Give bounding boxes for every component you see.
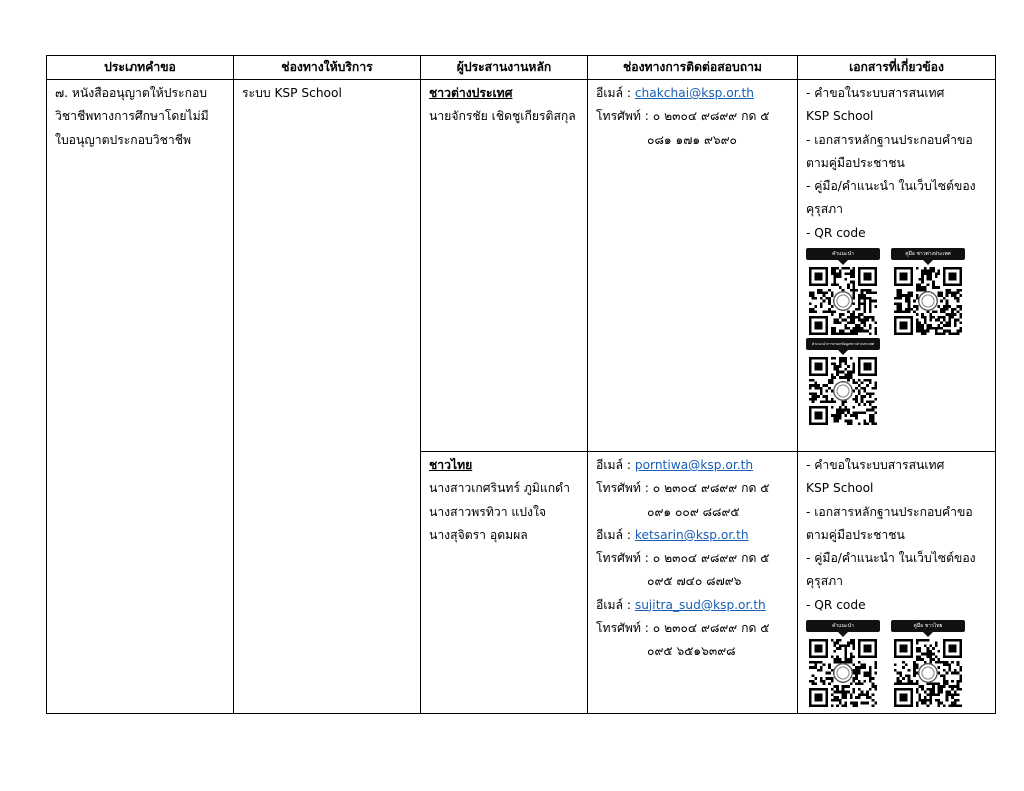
phone-number: ๐ ๒๓๐๔ ๙๘๙๙ กด ๕ <box>652 109 770 124</box>
request-type-line: ใบอนุญาตประกอบวิชาชีพ <box>55 132 192 147</box>
coordinator-name: นายจักรชัย เชิดชูเกียรติสกุล <box>429 109 576 124</box>
contact-cell-thai <box>588 452 798 714</box>
phone-label: โทรศัพท์ : <box>596 551 649 566</box>
qr-code-icon <box>809 639 877 707</box>
qr-row <box>806 248 989 335</box>
qr-code-icon <box>809 267 877 335</box>
phone-number: ๐ ๒๓๐๔ ๙๘๙๙ กด ๕ <box>652 621 770 636</box>
qr-row <box>806 620 989 707</box>
header-documents: เอกสารที่เกี่ยวข้อง <box>798 56 996 80</box>
email-link[interactable]: chakchai@ksp.or.th <box>634 86 755 100</box>
coordinator-cell-thai <box>421 452 588 714</box>
qr-label-pointer <box>838 632 848 637</box>
phone-line <box>596 105 791 128</box>
document-line: ตามคู่มือประชาชน <box>806 527 905 542</box>
documents-cell-thai <box>798 452 996 714</box>
qr-item[interactable] <box>806 620 880 707</box>
qr-code-icon <box>894 267 962 335</box>
channel-text: ระบบ KSP School <box>242 86 342 100</box>
email-link[interactable]: ketsarin@ksp.or.th <box>634 527 749 542</box>
qr-label: คู่มือ ชาวต่างประเทศ <box>891 248 965 260</box>
qr-item[interactable] <box>891 620 965 707</box>
phone-line <box>596 477 791 500</box>
document-line: - คู่มือ/คำแนะนำ ในเว็บไซต์ของ <box>806 551 976 566</box>
coordinator-name: นางสุจิตรา อุดมผล <box>429 527 528 542</box>
service-table <box>46 55 996 714</box>
phone-line <box>596 617 791 640</box>
document-line: - เอกสารหลักฐานประกอบคำขอ <box>806 132 973 147</box>
qr-label-pointer <box>838 260 848 265</box>
documents-cell-foreign <box>798 80 996 452</box>
qr-code-icon <box>894 639 962 707</box>
coordinator-name: นางสาวเกศรินทร์ ภูมิแกดำ <box>429 481 570 496</box>
email-line <box>596 594 791 617</box>
qr-label: คำแนะนำการกรอกข้อมูลชาวต่างประเทศ <box>806 338 880 350</box>
email-link[interactable]: porntiwa@ksp.or.th <box>634 458 754 472</box>
qr-item[interactable] <box>806 248 880 335</box>
phone-label: โทรศัพท์ : <box>596 109 649 124</box>
group-heading-foreign: ชาวต่างประเทศ <box>429 86 513 100</box>
qr-row <box>806 338 989 425</box>
table-row <box>47 80 996 452</box>
email-label: อีเมล์ : <box>596 458 631 472</box>
phone-number-2: ๐๘๑ ๑๗๑ ๙๖๙๐ <box>647 132 737 147</box>
qr-label: คำแนะนำ <box>806 620 880 632</box>
phone-label: โทรศัพท์ : <box>596 621 649 636</box>
qr-item[interactable] <box>891 248 965 335</box>
document-line: - QR code <box>806 225 866 240</box>
email-link[interactable]: sujitra_sud@ksp.or.th <box>634 597 766 612</box>
document-line: ตามคู่มือประชาชน <box>806 155 905 170</box>
document-line: - คำขอในระบบสารสนเทศ <box>806 86 945 100</box>
header-channel: ช่องทางให้บริการ <box>234 56 421 80</box>
email-line <box>596 82 791 105</box>
table-header-row <box>47 56 996 80</box>
phone-label: โทรศัพท์ : <box>596 481 649 496</box>
request-type-cell <box>47 80 234 714</box>
channel-cell <box>234 80 421 714</box>
phone-number: ๐ ๒๓๐๔ ๙๘๙๙ กด ๕ <box>652 481 770 496</box>
phone-number: ๐ ๒๓๐๔ ๙๘๙๙ กด ๕ <box>652 551 770 566</box>
qr-label: คู่มือ ชาวไทย <box>891 620 965 632</box>
document-line: - QR code <box>806 597 866 612</box>
document-line: - เอกสารหลักฐานประกอบคำขอ <box>806 504 973 519</box>
coordinator-cell-foreign <box>421 80 588 452</box>
header-coordinator: ผู้ประสานงานหลัก <box>421 56 588 80</box>
email-label: อีเมล์ : <box>596 527 631 542</box>
qr-label-pointer <box>923 632 933 637</box>
document-line: KSP School <box>806 109 874 124</box>
request-type-line: วิชาชีพทางการศึกษาโดยไม่มี <box>55 109 209 124</box>
document-line: - คำขอในระบบสารสนเทศ <box>806 458 945 472</box>
header-request-type: ประเภทคำขอ <box>47 56 234 80</box>
group-heading-thai: ชาวไทย <box>429 458 473 472</box>
qr-label-pointer <box>923 260 933 265</box>
document-line: คุรุสภา <box>806 202 844 217</box>
header-contact: ช่องทางการติดต่อสอบถาม <box>588 56 798 80</box>
phone-number-2: ๐๙๕ ๗๔๐ ๘๗๙๖ <box>647 574 742 589</box>
contact-cell-foreign <box>588 80 798 452</box>
request-type-line: ๗. หนังสืออนุญาตให้ประกอบ <box>55 86 208 100</box>
qr-label: คำแนะนำ <box>806 248 880 260</box>
email-label: อีเมล์ : <box>596 86 631 100</box>
coordinator-name: นางสาวพรทิวา แปงใจ <box>429 504 547 519</box>
qr-code-icon <box>809 357 877 425</box>
email-label: อีเมล์ : <box>596 597 631 612</box>
email-line <box>596 524 791 547</box>
document-line: KSP School <box>806 481 874 496</box>
phone-number-2: ๐๙๕ ๖๕๑๖๓๙๘ <box>647 644 736 659</box>
qr-label-pointer <box>838 350 848 355</box>
phone-line <box>596 547 791 570</box>
phone-number-2: ๐๙๑ ๐๐๙ ๘๘๙๕ <box>647 504 740 519</box>
email-line <box>596 454 791 477</box>
qr-item[interactable] <box>806 338 880 425</box>
document-line: - คู่มือ/คำแนะนำ ในเว็บไซต์ของ <box>806 179 976 194</box>
document-line: คุรุสภา <box>806 574 844 589</box>
